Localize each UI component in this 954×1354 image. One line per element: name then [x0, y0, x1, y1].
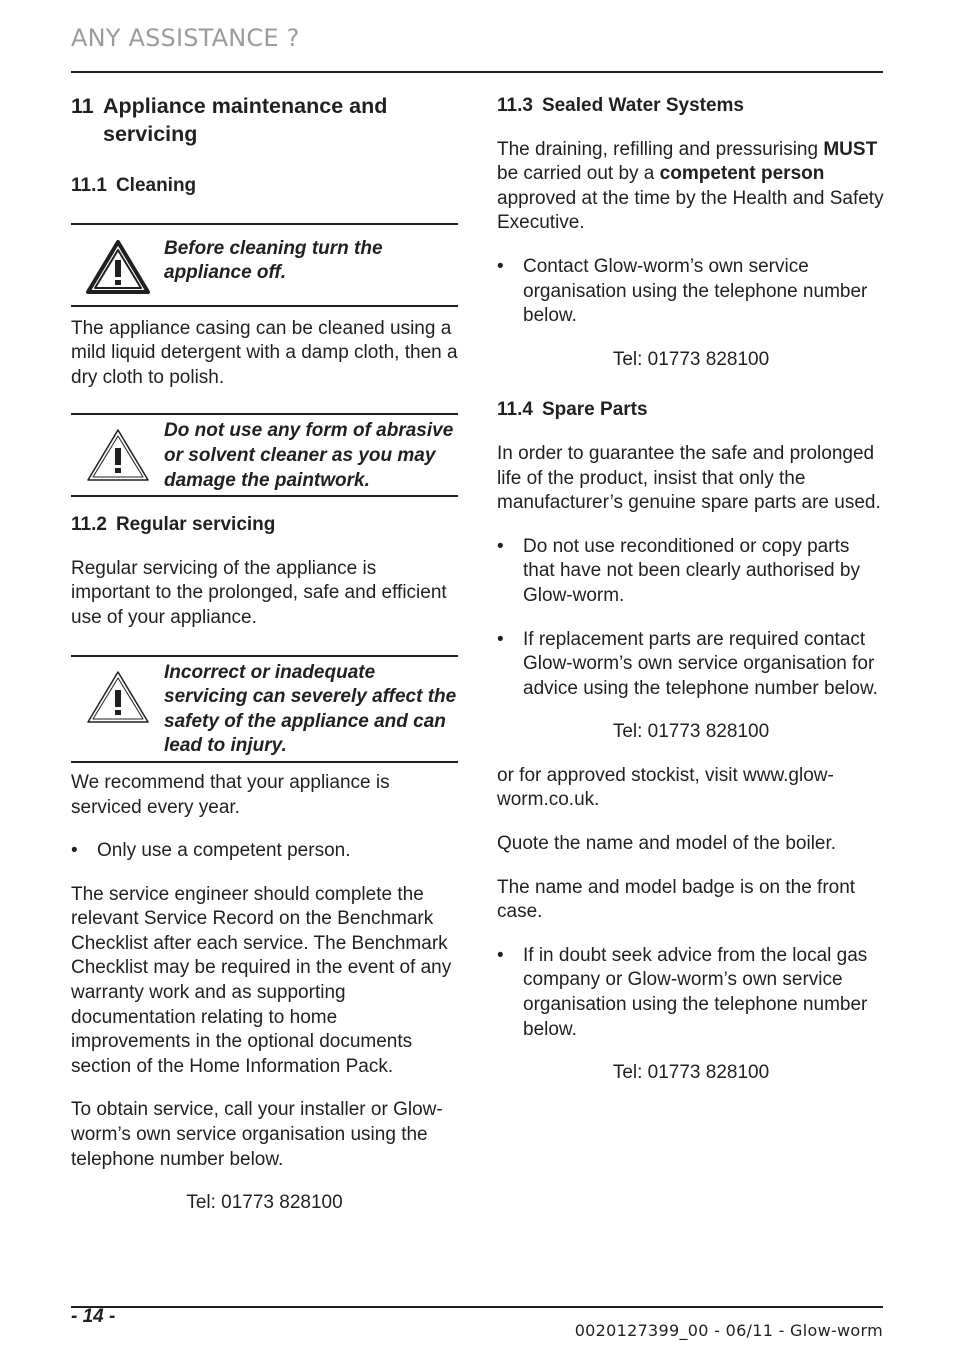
- header-divider: [71, 71, 883, 73]
- subsection-number: 11.3: [497, 95, 533, 116]
- telephone-number: Tel: 01773 828100: [612, 1062, 770, 1084]
- subsection-title: Sealed Water Systems: [541, 95, 744, 116]
- bullet-marker: •: [497, 255, 504, 277]
- telephone-number: Tel: 01773 828100: [612, 348, 770, 370]
- emphasis-text: competent person: [659, 163, 825, 185]
- paragraph-text: approved at the time by the Health and Safety Executive.: [497, 187, 884, 234]
- subsection-number: 11.2: [71, 514, 107, 536]
- emphasis-text: MUST: [823, 138, 878, 160]
- list-item-text: Do not use reconditioned or copy parts that have not been clearly authorised by Glow-worm.: [523, 535, 860, 606]
- section-heading: [71, 92, 458, 148]
- bullet-marker: •: [71, 840, 78, 862]
- paragraph: The service engineer should complete the relevant Service Record on the Benchmark Checklist after each service. The Benchmark Checklist may be required in the event of any warranty work and as supporting documentation relating to home improvements in the optional documents section of the Home Information Pack.: [71, 883, 452, 1077]
- page-number: - 14 -: [71, 1306, 116, 1327]
- telephone-number: Tel: 01773 828100: [612, 721, 770, 743]
- section-number: 11: [71, 94, 94, 118]
- subsection-heading-sealed-water: [497, 94, 885, 119]
- paragraph: We recommend that your appliance is serviced every year.: [71, 771, 390, 818]
- subsection-heading-cleaning: [71, 174, 458, 199]
- paragraph-text: The draining, refilling and pressurising: [497, 138, 824, 160]
- left-column: [71, 92, 458, 1216]
- paragraph: Quote the name and model of the boiler.: [497, 833, 837, 855]
- paragraph: or for approved stockist, visit www.glow-worm.co.uk.: [497, 764, 834, 811]
- paragraph: To obtain service, call your installer or Glow-worm’s own service organisation using the telephone number below.: [71, 1099, 443, 1170]
- document-reference: 0020127399_00 - 06/11 - Glow-worm: [574, 1321, 883, 1340]
- footer-divider: [71, 1306, 883, 1308]
- warning-box: [71, 223, 458, 307]
- list-item-text: If replacement parts are required contact Glow-worm’s own service organisation for advice using the telephone number below.: [523, 628, 878, 699]
- header-title: ANY ASSISTANCE ?: [71, 24, 300, 52]
- warning-triangle-icon: [71, 237, 164, 295]
- warning-box: [71, 413, 458, 497]
- warning-box: [71, 655, 458, 763]
- list-item: [497, 628, 885, 702]
- list-item: [71, 839, 458, 864]
- paragraph: [497, 138, 885, 236]
- subsection-number: 11.4: [497, 399, 533, 421]
- bullet-marker: •: [497, 535, 504, 557]
- list-item: [497, 255, 885, 329]
- list-item-text: Contact Glow-worm’s own service organisation using the telephone number below.: [523, 255, 868, 327]
- bullet-marker: •: [497, 628, 504, 650]
- section-title: Appliance maintenance and servicing: [103, 94, 388, 146]
- list-item-text: If in doubt seek advice from the local gas company or Glow-worm’s own service organisation using the telephone number below.: [523, 944, 868, 1040]
- warning-text: Do not use any form of abrasive or solvent cleaner as you may damage the paintwork.: [164, 420, 454, 491]
- warning-triangle-icon: [71, 661, 164, 725]
- list-item: [497, 535, 885, 609]
- subsection-number: 11.1: [71, 175, 107, 196]
- paragraph-text: be carried out by a: [497, 163, 660, 185]
- subsection-title: Spare Parts: [541, 399, 648, 421]
- subsection-heading-regular-servicing: [71, 513, 458, 538]
- warning-triangle-icon: [71, 419, 164, 483]
- subsection-heading-spare-parts: [497, 398, 885, 423]
- right-column: [497, 92, 885, 1086]
- paragraph: Regular servicing of the appliance is important to the prolonged, safe and efficient use of your appliance.: [71, 557, 447, 628]
- warning-text: Incorrect or inadequate servicing can severely affect the safety of the appliance and can lead to injury.: [164, 661, 457, 757]
- paragraph: The appliance casing can be cleaned using a mild liquid detergent with a damp cloth, then a dry cloth to polish.: [71, 317, 458, 388]
- subsection-title: Cleaning: [115, 175, 197, 196]
- paragraph: The name and model badge is on the front case.: [497, 876, 856, 923]
- list-item: [497, 944, 885, 1042]
- telephone-number: Tel: 01773 828100: [186, 1192, 343, 1214]
- list-item-text: Only use a competent person.: [97, 840, 351, 862]
- paragraph: In order to guarantee the safe and prolonged life of the product, insist that only the manufacturer’s genuine spare parts are used.: [497, 442, 881, 514]
- bullet-marker: •: [497, 944, 504, 966]
- subsection-title: Regular servicing: [115, 514, 276, 536]
- warning-text: Before cleaning turn the appliance off.: [164, 237, 383, 284]
